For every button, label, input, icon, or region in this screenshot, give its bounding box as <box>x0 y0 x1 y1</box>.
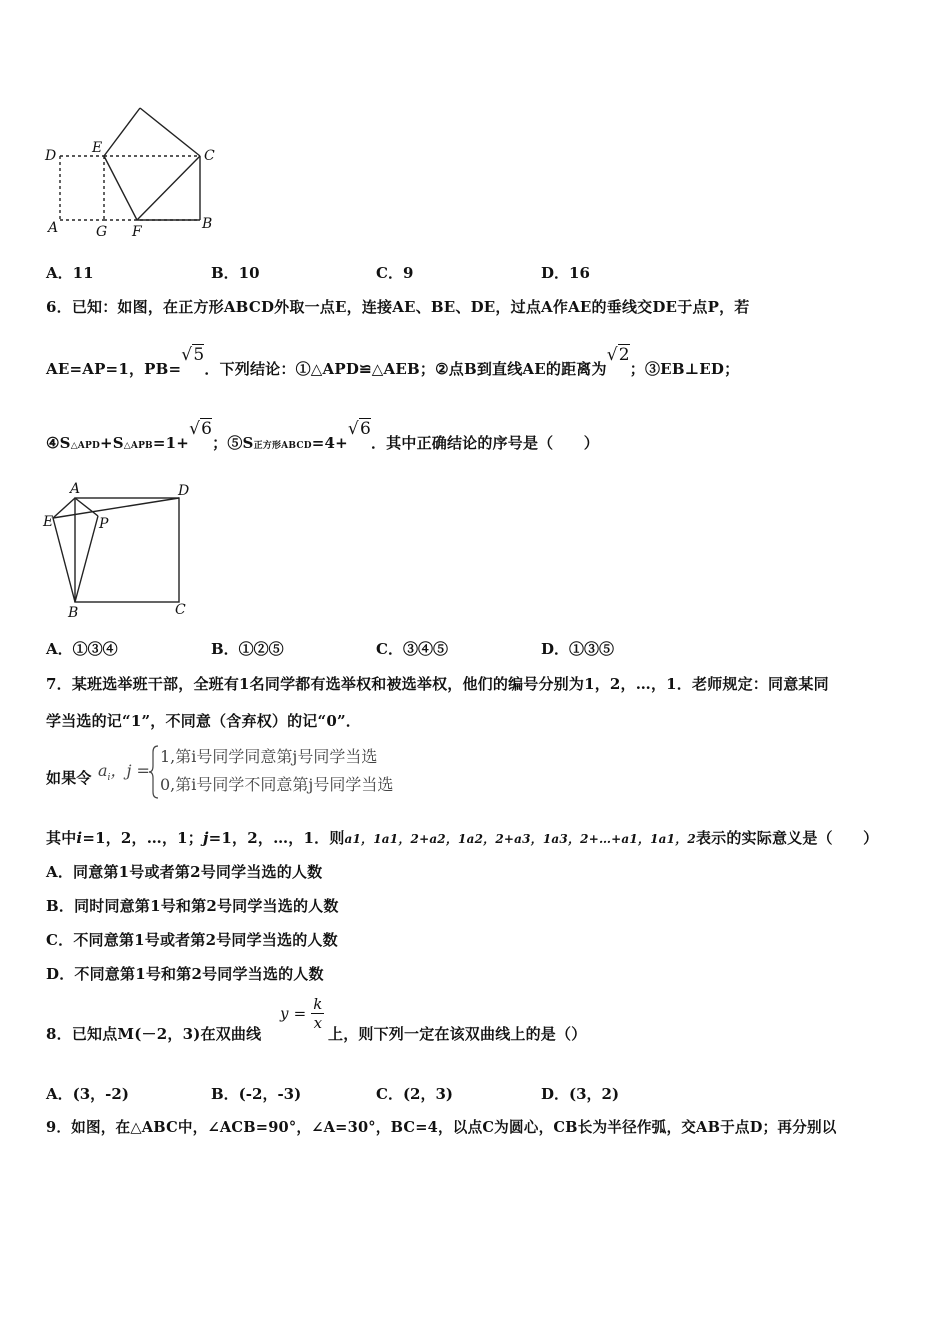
q7-var <box>98 758 150 783</box>
q6-option-a[interactable]: A．①③④ <box>46 640 118 658</box>
q6-line2-a: AE=AP=1，PB= <box>46 360 182 378</box>
q7-var-sub: i <box>107 773 111 784</box>
q9-line1: 9．如图，在△ABC中，∠ACB=90°，∠A=30°，BC=4，以点C为圆心，CB长为半径作弧，交AB于点D；再分别以 <box>46 1119 837 1136</box>
q8-num: k <box>313 995 323 1013</box>
q6-option-d[interactable]: D．①③⑤ <box>541 640 615 658</box>
q7-option-b[interactable]: B．同时同意第1号和第2号同学当选的人数 <box>46 897 339 915</box>
q5-option-b[interactable]: B．10 <box>211 264 260 282</box>
q5-option-a[interactable]: A．11 <box>46 264 94 282</box>
q6-line3-f: ．其中正确结论的序号是（ ） <box>370 434 599 452</box>
q7-line4-a: 其中 <box>46 829 77 847</box>
q5-label-d: D <box>45 148 57 164</box>
q6-option-c[interactable]: C．③④⑤ <box>376 640 448 658</box>
q7-line4-i: i <box>76 829 83 847</box>
q7-case2: 0,第i号同学不同意第j号同学当选 <box>160 775 394 794</box>
q6-label-c: C <box>175 602 186 618</box>
q5-option-c[interactable]: C．9 <box>376 264 414 282</box>
q6-label-b: B <box>68 605 79 621</box>
q6-label-e: E <box>43 514 54 530</box>
q7-line4 <box>46 827 878 848</box>
q7-line4-d: 表示的实际意义是（ ） <box>695 829 879 847</box>
q7-line1: 7．某班选举班干部，全班有1名同学都有选举权和被选举权，他们的编号分别为1，2，…，1．老师规定：同意某同 <box>46 675 829 693</box>
q6-line3-d: ；⑤S <box>212 434 254 452</box>
q8-eq: = <box>293 1004 307 1023</box>
q6-line3-b: +S <box>99 434 124 452</box>
q7-option-d[interactable]: D．不同意第1号和第2号同学当选的人数 <box>46 965 324 983</box>
q6-sqrt5: √5 <box>181 345 205 365</box>
q7-line4-expr: a1，1a1，2+a2，1a2，2+a3，1a3，2+…+a1，1a1，2 <box>344 832 696 846</box>
q8-option-b[interactable]: B．(-2，-3) <box>211 1085 302 1103</box>
q7-option-c[interactable]: C．不同意第1号或者第2号同学当选的人数 <box>46 931 338 949</box>
q6-sqrt6-a: √6 <box>189 419 213 439</box>
q7-var-a: a <box>98 761 108 780</box>
q6-line3-e: =4+ <box>311 434 348 452</box>
q8-option-c[interactable]: C．(2，3) <box>376 1085 454 1103</box>
q7-var-tail: ，j = <box>110 761 150 780</box>
q8-den: x <box>313 1014 323 1032</box>
q5-label-b: B <box>202 216 213 232</box>
q7-line4-b: =1，2，…，1； <box>82 829 203 847</box>
q7-brace <box>148 744 160 800</box>
q5-label-f: F <box>132 224 142 240</box>
q7-line2: 学当选的记“1”，不同意（含弃权）的记“0”． <box>46 712 361 730</box>
q8-option-a[interactable]: A．(3，-2) <box>46 1085 129 1103</box>
q8-line-b: 上，则下列一定在该双曲线上的是（） <box>328 1025 587 1043</box>
q6-sqrt2: √2 <box>606 345 630 365</box>
q6-line2-b: ．下列结论：①△APD≌△AEB；②点B到直线AE的距离为 <box>204 360 607 378</box>
q5-label-e: E <box>92 140 103 156</box>
q5-option-d[interactable]: D．16 <box>541 264 590 282</box>
q6-line3-c: =1+ <box>152 434 190 452</box>
q8-formula <box>280 995 324 1032</box>
q6-option-b[interactable]: B．①②⑤ <box>211 640 284 658</box>
q6-label-a: A <box>70 481 81 497</box>
q6-line2-c: ；③EB⊥ED； <box>629 360 740 378</box>
q6-figure <box>40 478 200 623</box>
q6-label-d: D <box>178 483 190 499</box>
q6-sub-apb: △APB <box>123 441 153 451</box>
q8-line-a: 8．已知点M(－2，3)在双曲线 <box>46 1025 262 1043</box>
q7-option-a[interactable]: A．同意第1号或者第2号同学当选的人数 <box>46 863 323 881</box>
q8-option-d[interactable]: D．(3，2) <box>541 1085 620 1103</box>
q7-case1: 1,第i号同学同意第j号同学当选 <box>160 747 378 766</box>
q8-fraction <box>311 995 324 1032</box>
q7-if-label: 如果令 <box>46 769 92 787</box>
q7-line4-c: =1，2，…，1．则 <box>208 829 345 847</box>
q5-label-g: G <box>96 224 108 240</box>
q6-sqrt6-b: √6 <box>347 419 371 439</box>
q6-line3-a: ④S <box>46 434 71 452</box>
q6-line1: 6．已知：如图，在正方形ABCD外取一点E，连接AE、BE、DE，过点A作AE的垂线交DE于点P，若 <box>46 298 750 316</box>
q6-sub-apd: △APD <box>70 441 100 451</box>
q6-sub-square: 正方形ABCD <box>253 441 312 451</box>
q6-label-p: P <box>99 516 109 532</box>
q5-label-c: C <box>204 148 215 164</box>
q7-line4-j: j <box>203 829 209 847</box>
q5-label-a: A <box>48 220 59 236</box>
q8-y: y <box>280 1004 289 1023</box>
q6-line2 <box>46 345 740 379</box>
q6-line3 <box>46 419 599 453</box>
q5-figure <box>40 100 230 240</box>
